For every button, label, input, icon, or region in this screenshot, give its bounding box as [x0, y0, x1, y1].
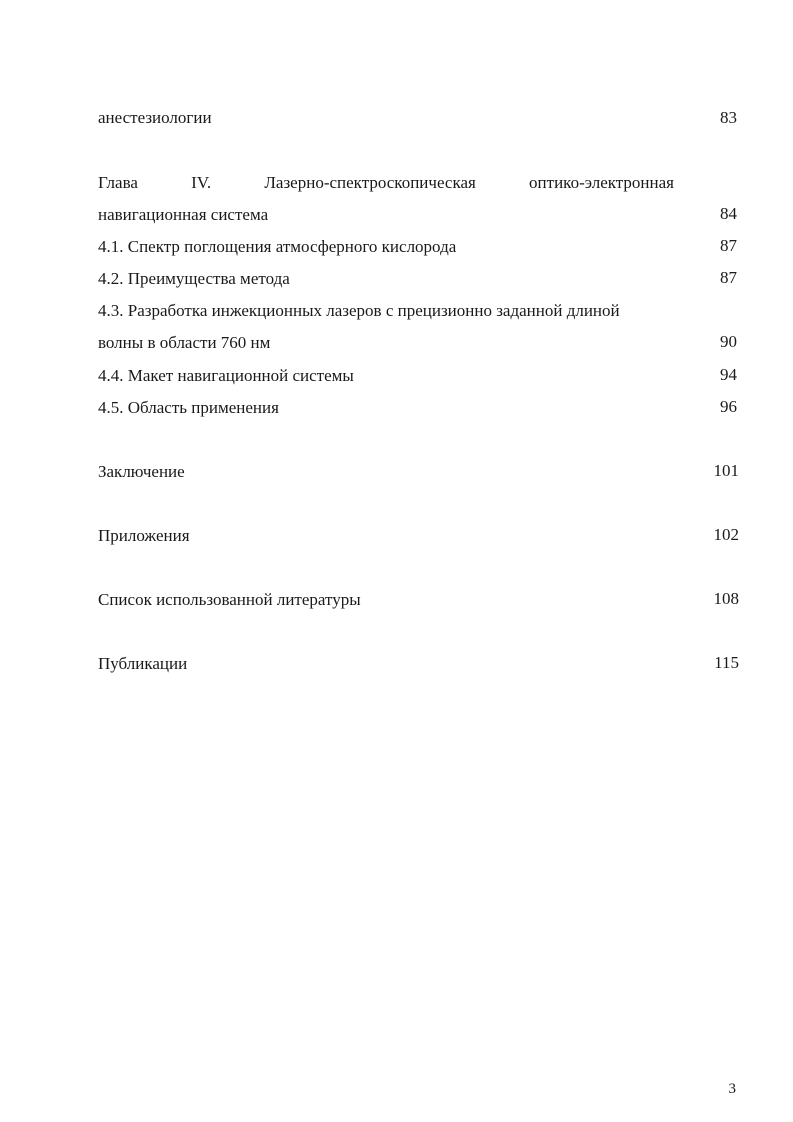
toc-conclusion-page: 101 [713, 461, 739, 480]
toc-section-4-3-title-line1: 4.3. Разработка инжекционных лазеров с прецизионно заданной длиной [98, 301, 620, 320]
toc-entry-anesthesiology-page: 83 [720, 108, 737, 127]
page-number: 3 [728, 1081, 736, 1097]
toc-section-4-1-title: 4.1. Спектр поглощения атмосферного кислорода [98, 237, 457, 256]
toc-section-4-2-title: 4.2. Преимущества метода [98, 269, 290, 288]
toc-publications-title: Публикации [98, 654, 188, 673]
toc-publications-page: 115 [714, 653, 739, 672]
toc-section-4-5-title: 4.5. Область применения [98, 398, 279, 417]
toc-chapter4-title-line2: навигационная система [98, 205, 269, 224]
toc-appendices-page: 102 [713, 525, 739, 544]
toc-references-title: Список использованной литературы [98, 590, 361, 609]
toc-section-4-1-page: 87 [720, 236, 737, 255]
toc-references-page: 108 [713, 589, 739, 608]
toc-section-4-4-page: 94 [720, 365, 737, 384]
toc-conclusion-title: Заключение [98, 462, 185, 481]
toc-chapter4-page: 84 [720, 204, 737, 223]
toc-section-4-2-page: 87 [720, 268, 737, 287]
toc-chapter4-title-line1: Глава IV. Лазерно-спектроскопическая оптико-электронная [98, 173, 674, 192]
toc-section-4-5-page: 96 [720, 397, 737, 416]
toc-section-4-3-title-line2: волны в области 760 нм [98, 333, 271, 352]
toc-appendices-title: Приложения [98, 526, 190, 545]
toc-section-4-3-page: 90 [720, 332, 737, 351]
toc-entry-anesthesiology-title: анестезиологии [98, 108, 212, 127]
toc-section-4-4-title: 4.4. Макет навигационной системы [98, 366, 354, 385]
